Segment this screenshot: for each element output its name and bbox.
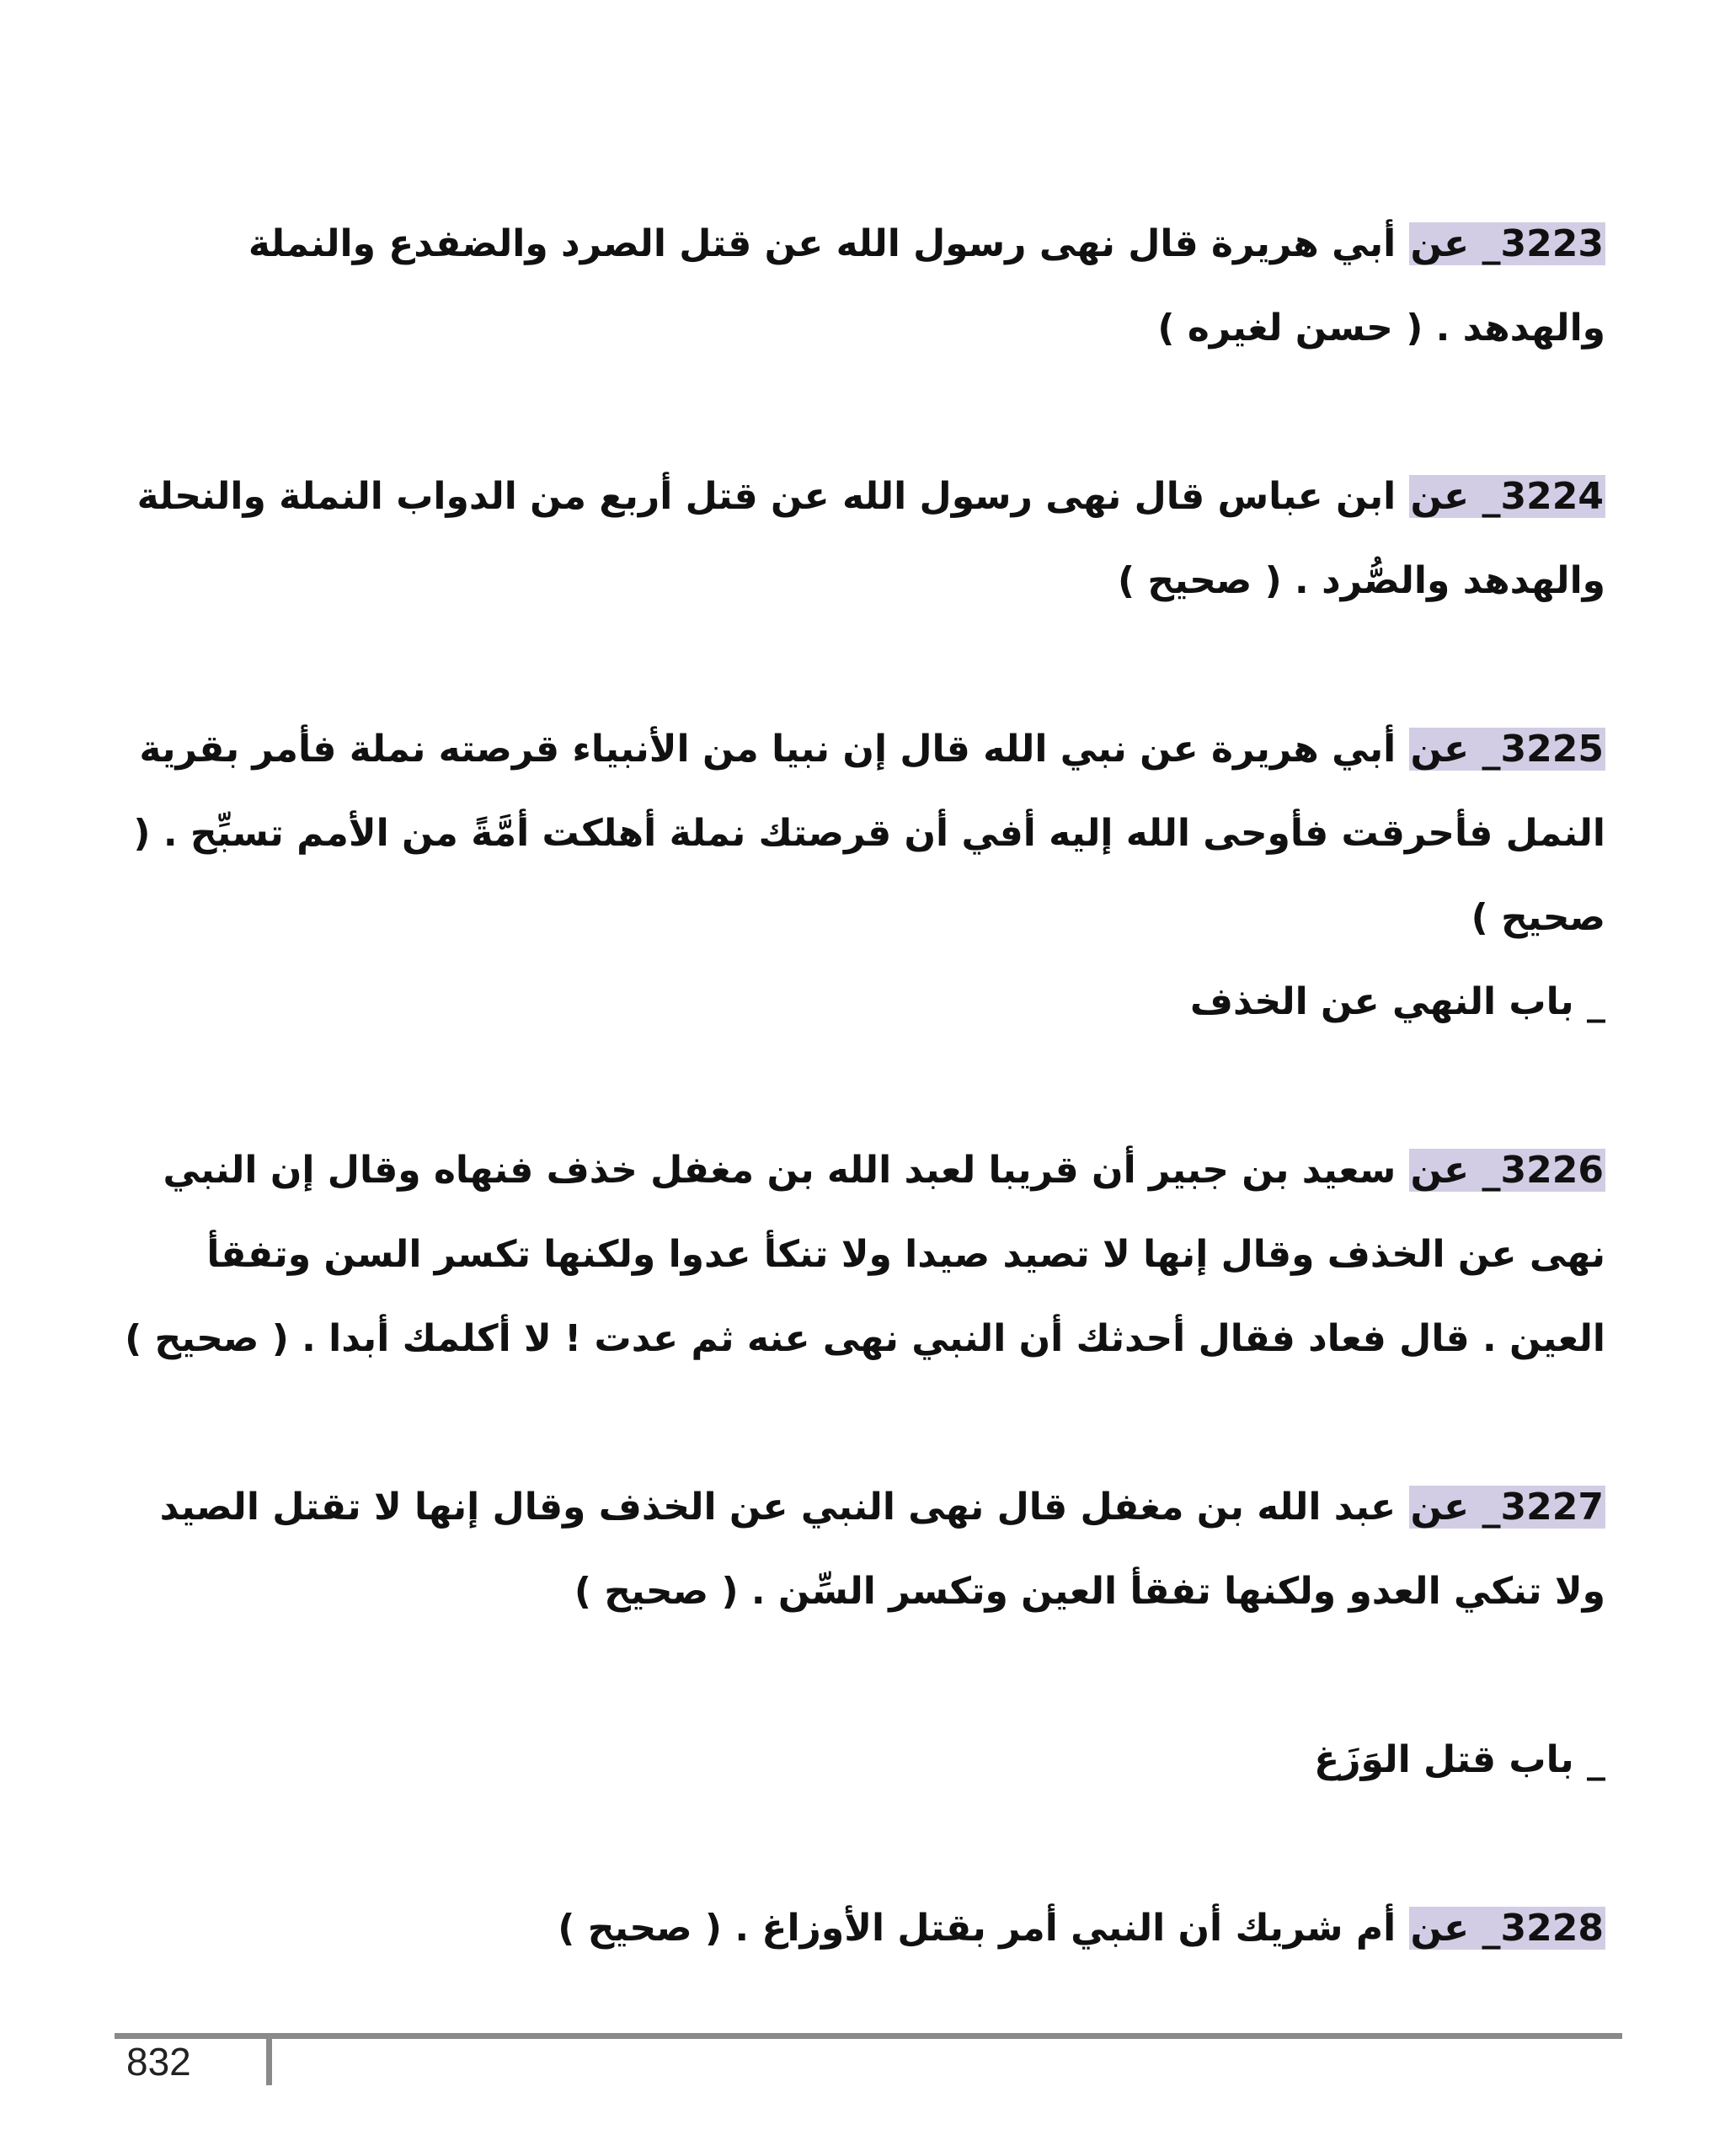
page-number: 832	[126, 2040, 191, 2084]
hadith-entry-3228	[120, 1886, 1605, 1971]
hadith-text: ابن عباس قال نهى رسول الله عن قتل أربع من الدواب النملة والنحلة والهدهد والصُّرد . ( صحيح )	[136, 475, 1605, 602]
chapter-heading-khadhf: _ باب النهي عن الخذف	[1189, 980, 1605, 1023]
hadith-entry-3226	[120, 1129, 1605, 1381]
hadith-entry-3224	[120, 455, 1605, 623]
hadith-text: عبد الله بن مغفل قال نهى النبي عن الخذف وقال إنها لا تقتل الصيد ولا تنكي العدو ولكنها تفقأ العين وتكسر السِّن . ( صحيح )	[159, 1486, 1605, 1613]
hadith-entry-3223	[120, 202, 1605, 371]
hadith-text: أبي هريرة قال نهى رسول الله عن قتل الصرد والضفدع والنملة والهدهد . ( حسن لغيره )	[248, 222, 1605, 350]
hadith-number-marker: 3228_ عن	[1410, 1907, 1604, 1950]
hadith-text: أبي هريرة عن نبي الله قال إن نبيا من الأنبياء قرصته نملة فأمر بقرية النمل فأحرقت فأوحى الله إليه أفي أن قرصتك نملة أهلكت أمَّةً من الأمم تسبِّح . ( صحيح )	[133, 728, 1605, 939]
hadith-text: سعيد بن جبير أن قريبا لعبد الله بن مغفل خذف فنهاه وقال إن النبي نهى عن الخذف وقال إنها لا تصيد صيدا ولا تنكأ عدوا ولكنها تكسر السن وتفقأ العين . قال فعاد فقال أحدثك أن النبي نهى عنه ثم عدت ! لا أكلمك أبدا . ( صحيح )	[125, 1149, 1605, 1360]
footer-divider	[115, 2033, 1622, 2039]
hadith-text: أم شريك أن النبي أمر بقتل الأوزاغ . ( صحيح )	[558, 1907, 1409, 1950]
hadith-number-marker: 3225_ عن	[1410, 728, 1604, 771]
footer-tick-mark	[266, 2033, 272, 2085]
chapter-heading-wazagh: _ باب قتل الوَزَغ	[1314, 1738, 1605, 1781]
hadith-number-marker: 3227_ عن	[1410, 1486, 1604, 1529]
hadith-number-marker: 3224_ عن	[1410, 475, 1604, 518]
hadith-number-marker: 3226_ عن	[1410, 1149, 1604, 1192]
hadith-entry-3227	[120, 1465, 1605, 1634]
hadith-entry-3225	[120, 707, 1605, 960]
hadith-number-marker: 3223_ عن	[1410, 222, 1604, 265]
